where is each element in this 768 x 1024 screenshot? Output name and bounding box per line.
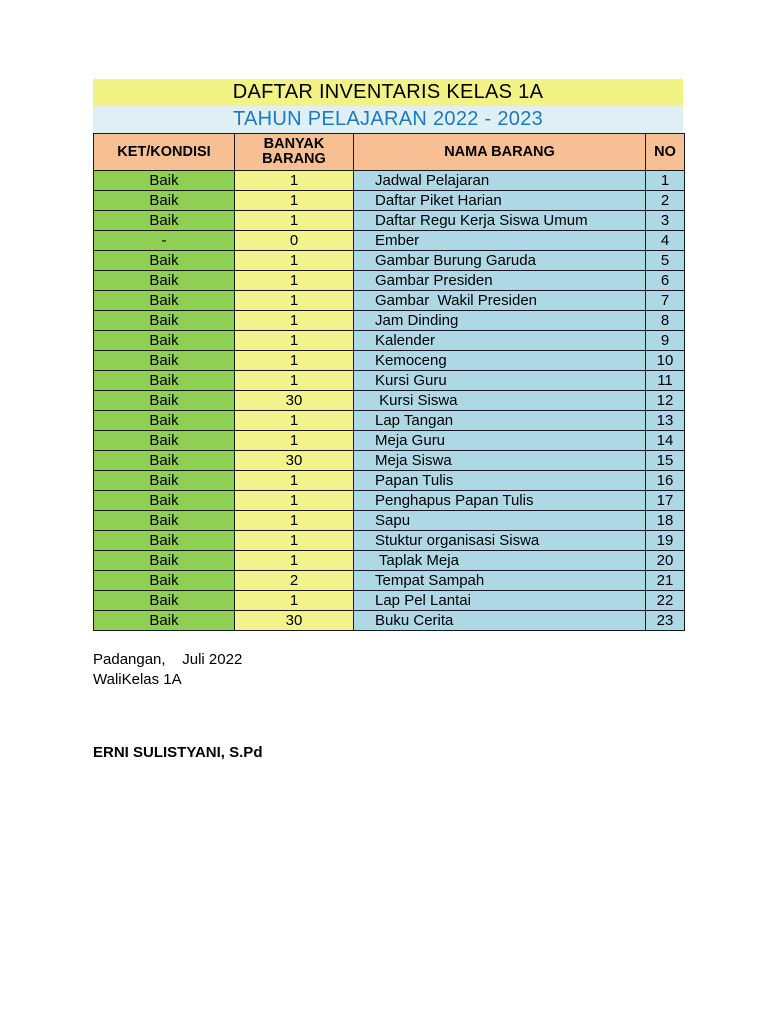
cell-banyak-barang: 1 xyxy=(235,191,354,211)
table-row xyxy=(94,191,685,211)
cell-no: 6 xyxy=(646,271,685,291)
table-row xyxy=(94,551,685,571)
cell-ket-kondisi: Baik xyxy=(94,471,235,491)
table-row xyxy=(94,431,685,451)
cell-ket-kondisi: Baik xyxy=(94,531,235,551)
cell-no: 8 xyxy=(646,311,685,331)
table-row xyxy=(94,171,685,191)
cell-nama-barang: Stuktur organisasi Siswa xyxy=(354,531,646,551)
cell-banyak-barang: 0 xyxy=(235,231,354,251)
cell-no: 3 xyxy=(646,211,685,231)
cell-nama-barang: Buku Cerita xyxy=(354,611,646,631)
cell-nama-barang: Tempat Sampah xyxy=(354,571,646,591)
cell-no: 14 xyxy=(646,431,685,451)
signer-name: ERNI SULISTYANI, S.Pd xyxy=(93,744,263,761)
cell-banyak-barang: 30 xyxy=(235,611,354,631)
cell-nama-barang: Taplak Meja xyxy=(354,551,646,571)
table-row xyxy=(94,231,685,251)
table-row xyxy=(94,411,685,431)
cell-ket-kondisi: Baik xyxy=(94,331,235,351)
cell-nama-barang: Lap Pel Lantai xyxy=(354,591,646,611)
cell-no: 2 xyxy=(646,191,685,211)
cell-nama-barang: Kemoceng xyxy=(354,351,646,371)
table-row xyxy=(94,251,685,271)
cell-ket-kondisi: Baik xyxy=(94,171,235,191)
header-banyak-line1: BANYAK xyxy=(263,136,325,152)
cell-nama-barang: Meja Guru xyxy=(354,431,646,451)
cell-ket-kondisi: Baik xyxy=(94,371,235,391)
cell-nama-barang: Daftar Regu Kerja Siswa Umum xyxy=(354,211,646,231)
cell-nama-barang: Lap Tangan xyxy=(354,411,646,431)
document-subtitle: TAHUN PELAJARAN 2022 - 2023 xyxy=(93,106,683,133)
cell-nama-barang: Meja Siswa xyxy=(354,451,646,471)
cell-banyak-barang: 1 xyxy=(235,331,354,351)
cell-no: 9 xyxy=(646,331,685,351)
table-row xyxy=(94,491,685,511)
cell-no: 5 xyxy=(646,251,685,271)
cell-banyak-barang: 30 xyxy=(235,451,354,471)
cell-ket-kondisi: Baik xyxy=(94,211,235,231)
cell-ket-kondisi: Baik xyxy=(94,391,235,411)
table-header-row xyxy=(94,134,685,171)
cell-banyak-barang: 1 xyxy=(235,251,354,271)
cell-no: 19 xyxy=(646,531,685,551)
cell-ket-kondisi: - xyxy=(94,231,235,251)
cell-ket-kondisi: Baik xyxy=(94,271,235,291)
cell-nama-barang: Papan Tulis xyxy=(354,471,646,491)
table-row xyxy=(94,211,685,231)
table-row xyxy=(94,351,685,371)
table-row xyxy=(94,311,685,331)
cell-no: 23 xyxy=(646,611,685,631)
cell-nama-barang: Gambar Presiden xyxy=(354,271,646,291)
cell-nama-barang: Sapu xyxy=(354,511,646,531)
signer-role: WaliKelas 1A xyxy=(93,671,182,688)
cell-nama-barang: Jadwal Pelajaran xyxy=(354,171,646,191)
table-row xyxy=(94,371,685,391)
cell-nama-barang: Daftar Piket Harian xyxy=(354,191,646,211)
cell-ket-kondisi: Baik xyxy=(94,291,235,311)
cell-banyak-barang: 30 xyxy=(235,391,354,411)
cell-ket-kondisi: Baik xyxy=(94,411,235,431)
cell-banyak-barang: 1 xyxy=(235,491,354,511)
cell-no: 1 xyxy=(646,171,685,191)
header-nama-barang: NAMA BARANG xyxy=(354,134,646,171)
table-row xyxy=(94,571,685,591)
document-title: DAFTAR INVENTARIS KELAS 1A xyxy=(93,79,683,106)
cell-nama-barang: Gambar Burung Garuda xyxy=(354,251,646,271)
cell-banyak-barang: 1 xyxy=(235,551,354,571)
cell-banyak-barang: 1 xyxy=(235,311,354,331)
table-row xyxy=(94,511,685,531)
cell-nama-barang: Kalender xyxy=(354,331,646,351)
header-banyak-line2: BARANG xyxy=(262,151,326,167)
cell-no: 7 xyxy=(646,291,685,311)
cell-no: 16 xyxy=(646,471,685,491)
cell-banyak-barang: 1 xyxy=(235,171,354,191)
cell-ket-kondisi: Baik xyxy=(94,351,235,371)
header-ket-kondisi: KET/KONDISI xyxy=(94,134,235,171)
table-row xyxy=(94,531,685,551)
cell-banyak-barang: 1 xyxy=(235,431,354,451)
cell-banyak-barang: 1 xyxy=(235,351,354,371)
cell-banyak-barang: 1 xyxy=(235,471,354,491)
cell-banyak-barang: 1 xyxy=(235,591,354,611)
cell-nama-barang: Kursi Guru xyxy=(354,371,646,391)
table-row xyxy=(94,591,685,611)
cell-no: 21 xyxy=(646,571,685,591)
table-row xyxy=(94,391,685,411)
cell-ket-kondisi: Baik xyxy=(94,551,235,571)
cell-no: 4 xyxy=(646,231,685,251)
cell-ket-kondisi: Baik xyxy=(94,511,235,531)
cell-nama-barang: Ember xyxy=(354,231,646,251)
cell-no: 18 xyxy=(646,511,685,531)
cell-ket-kondisi: Baik xyxy=(94,451,235,471)
header-banyak-barang xyxy=(235,134,354,171)
table-row xyxy=(94,291,685,311)
cell-ket-kondisi: Baik xyxy=(94,431,235,451)
cell-banyak-barang: 1 xyxy=(235,511,354,531)
cell-no: 10 xyxy=(646,351,685,371)
cell-banyak-barang: 1 xyxy=(235,531,354,551)
cell-banyak-barang: 1 xyxy=(235,291,354,311)
cell-banyak-barang: 1 xyxy=(235,411,354,431)
table-row xyxy=(94,271,685,291)
cell-ket-kondisi: Baik xyxy=(94,191,235,211)
cell-nama-barang: Jam Dinding xyxy=(354,311,646,331)
table-row xyxy=(94,471,685,491)
cell-no: 11 xyxy=(646,371,685,391)
table-row xyxy=(94,331,685,351)
place-date: Padangan, Juli 2022 xyxy=(93,651,243,668)
table-row xyxy=(94,451,685,471)
cell-no: 12 xyxy=(646,391,685,411)
cell-nama-barang: Gambar Wakil Presiden xyxy=(354,291,646,311)
inventory-table xyxy=(93,133,685,631)
cell-ket-kondisi: Baik xyxy=(94,251,235,271)
header-no: NO xyxy=(646,134,685,171)
cell-ket-kondisi: Baik xyxy=(94,571,235,591)
cell-ket-kondisi: Baik xyxy=(94,491,235,511)
cell-no: 20 xyxy=(646,551,685,571)
cell-no: 13 xyxy=(646,411,685,431)
cell-nama-barang: Kursi Siswa xyxy=(354,391,646,411)
cell-no: 17 xyxy=(646,491,685,511)
cell-ket-kondisi: Baik xyxy=(94,311,235,331)
cell-banyak-barang: 2 xyxy=(235,571,354,591)
table-row xyxy=(94,611,685,631)
cell-banyak-barang: 1 xyxy=(235,271,354,291)
cell-ket-kondisi: Baik xyxy=(94,611,235,631)
cell-no: 15 xyxy=(646,451,685,471)
cell-banyak-barang: 1 xyxy=(235,371,354,391)
cell-no: 22 xyxy=(646,591,685,611)
cell-ket-kondisi: Baik xyxy=(94,591,235,611)
cell-banyak-barang: 1 xyxy=(235,211,354,231)
cell-nama-barang: Penghapus Papan Tulis xyxy=(354,491,646,511)
